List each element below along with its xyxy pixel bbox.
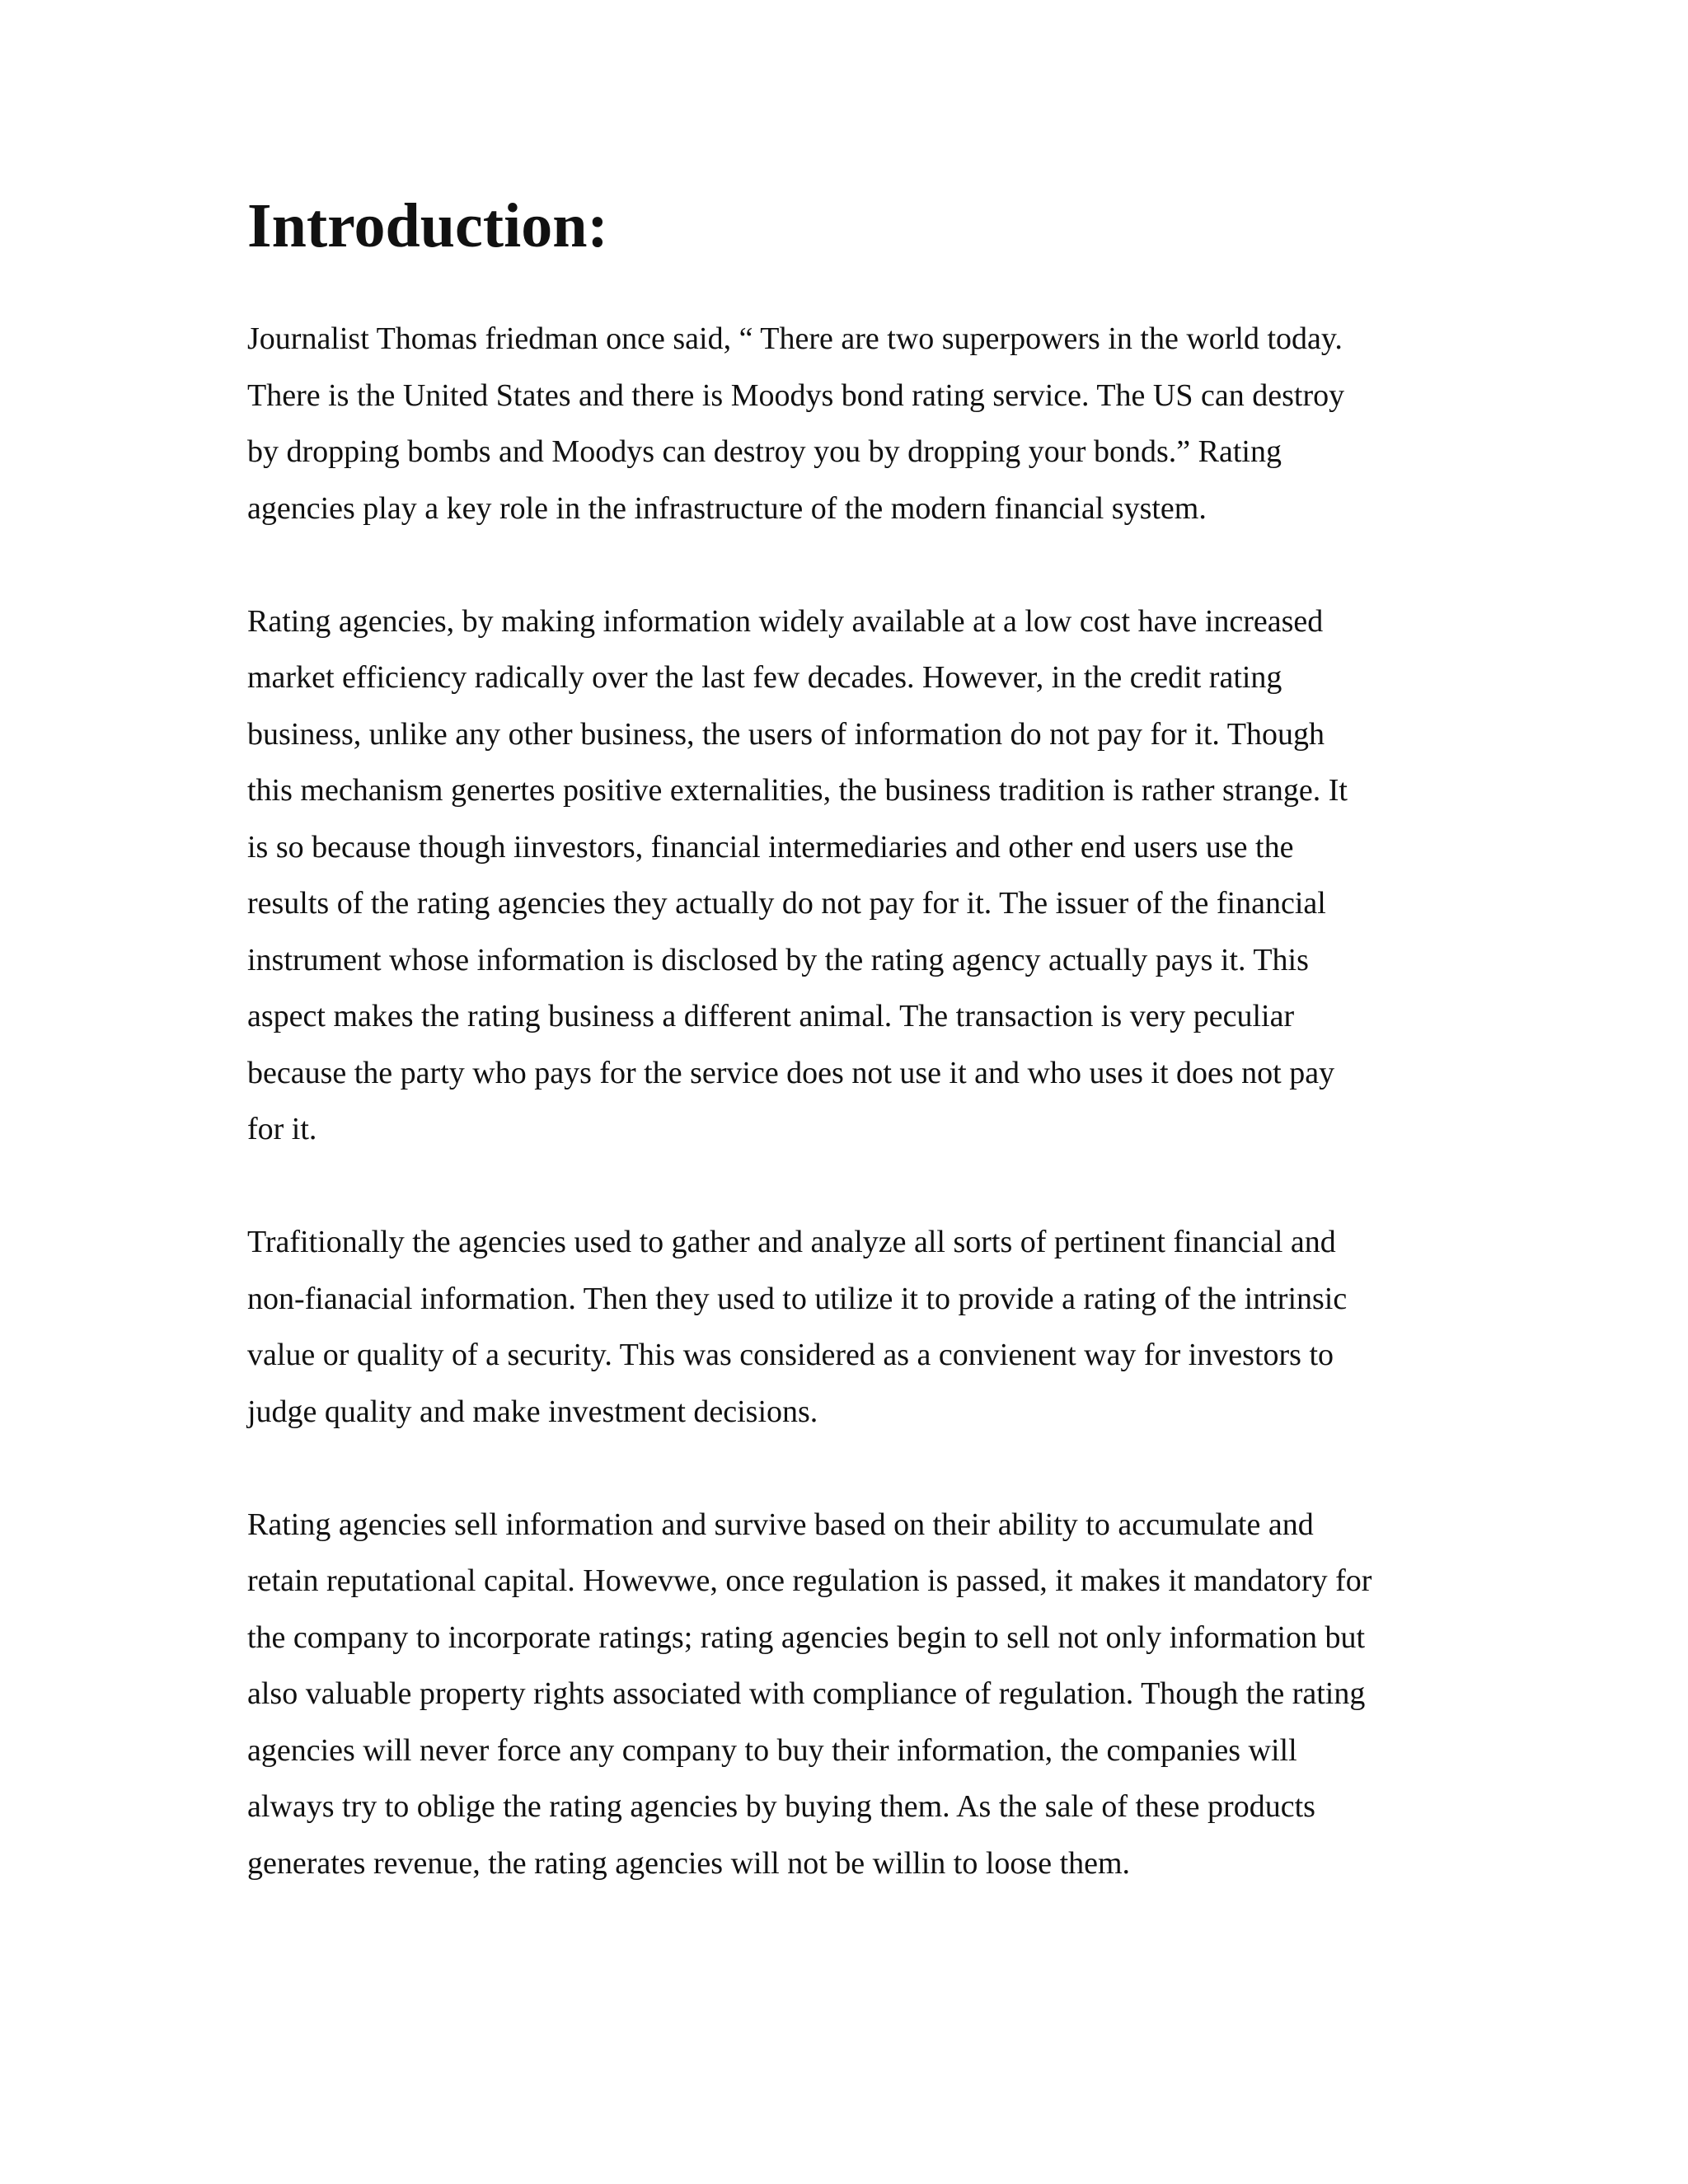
paragraph-1: Journalist Thomas friedman once said, “ There are two superpowers in the world today. There is the United States and there is Moodys bond rating service. The US can destroy by dropping bombs and Moodys can destroy you by dropping your bonds.” Rating agencies play a key role in the infrastructure of the modern financial system.	[247, 321, 1345, 526]
paragraph-2: Rating agencies, by making information widely available at a low cost have increased market efficiency radically over the last few decades. However, in the credit rating business, unlike any other business, the users of information do not pay for it. Though this mechanism genertes positive externalities, the business tradition is rather strange. It is so because though iinvestors, financial intermediaries and other end users use the results of the rating agencies they actually do not pay for it. The issuer of the financial instrument whose information is disclosed by the rating agency actually pays it. This aspect makes the rating business a different animal. The transaction is very peculiar because the party who pays for the service does not use it and who uses it does not pay for it.	[247, 603, 1348, 1146]
document-body	[247, 191, 1451, 1891]
paragraph-4: Rating agencies sell information and survive based on their ability to accumulate and retain reputational capital. Howevwe, once regulation is passed, it makes it mandatory for the company to incorporate ratings; rating agencies begin to sell not only information but also valuable property rights associated with compliance of regulation. Though the rating agencies will never force any company to buy their information, the companies will always try to oblige the rating agencies by buying them. As the sale of these products generates revenue, the rating agencies will not be willin to loose them.	[247, 1507, 1372, 1881]
paragraph-3: Trafitionally the agencies used to gather and analyze all sorts of pertinent financial and non-fianacial information. Then they used to utilize it to provide a rating of the intrinsic value or quality of a security. This was considered as a convienent way for investors to judge quality and make investment decisions.	[247, 1225, 1348, 1429]
section-heading: Introduction:	[247, 191, 608, 260]
